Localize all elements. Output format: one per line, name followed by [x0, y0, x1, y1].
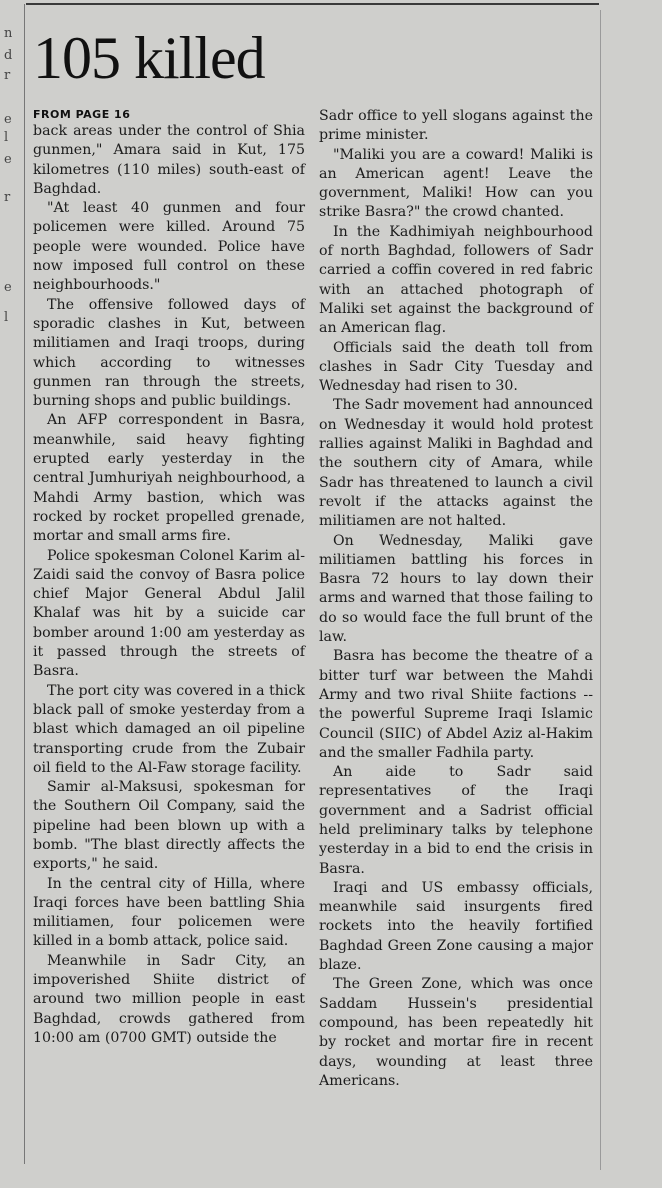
paragraph: On Wednesday, Maliki gave militiamen battling his forces in Basra 72 hours to lay down their arms and warned that those failing to do so would face the full brunt of the law. — [319, 532, 593, 646]
paragraph: An aide to Sadr said representatives of the Iraqi government and a Sadrist official held preliminary talks by telephone yesterday in a bid to end the crisis in Basra. — [319, 764, 593, 877]
paragraph: An AFP correspondent in Basra, meanwhile, said heavy fighting erupted early yesterday in the central Jumhuriyah neighbourhood, a Mahdi Army bastion, which was rocked by rocket propelled grenade, mortar and small arms fire. — [33, 412, 305, 545]
paragraph: Officials said the death toll from clashes in Sadr City Tuesday and Wednesday had risen to 30. — [319, 339, 593, 395]
paragraph: "Maliki you are a coward! Maliki is an American agent! Leave the government, Maliki! How can you strike Basra?" the crowd chanted. — [319, 146, 593, 221]
adjacent-column-fragments — [0, 0, 18, 500]
paragraph: "At least 40 gunmen and four policemen were killed. Around 75 people were wounded. Police have now imposed full control on these neighbourhoods." — [33, 200, 305, 294]
continuation-label: FROM PAGE 16 — [33, 108, 131, 121]
paragraph: The offensive followed days of sporadic clashes in Kut, between militiamen and Iraqi troops, during which according to witnesses gunmen ran through the streets, burning shops and public buildings. — [33, 296, 305, 410]
paragraph: The Green Zone, which was once Saddam Hussein's presidential compound, has been repeatedly hit by rocket and mortar fire in recent days, wounding at least three Americans. — [319, 976, 593, 1089]
paragraph: Meanwhile in Sadr City, an impoverished Shiite district of around two million people in east Baghdad, crowds gathered from 10:00 am (0700 GMT) outside the — [33, 952, 305, 1046]
paragraph: In the Kadhimiyah neighbourhood of north Baghdad, followers of Sadr carried a coffin covered in red fabric with an attached photograph of Maliki set against the background of an American flag. — [319, 223, 593, 337]
column-gutter-rule — [24, 4, 25, 1164]
paragraph: Iraqi and US embassy officials, meanwhile said insurgents fired rockets into the heavily fortified Baghdad Green Zone causing a major blaze. — [319, 879, 593, 974]
edge-fragment: l — [4, 310, 9, 325]
top-rule — [26, 3, 599, 5]
edge-fragment: e — [4, 280, 12, 295]
article-column-right — [319, 107, 593, 1091]
headline: 105 killed — [33, 25, 265, 91]
paragraph: The port city was covered in a thick black pall of smoke yesterday from a blast which damaged an oil pipeline transporting crude from the Zubair oil field to the Al-Faw storage facility. — [33, 682, 305, 776]
edge-fragment: r — [4, 190, 11, 205]
paragraph: back areas under the control of Shia gunmen," Amara said in Kut, 175 kilometres (110 miles) south-east of Baghdad. — [33, 123, 305, 197]
paragraph: The Sadr movement had announced on Wednesday it would hold protest rallies against Maliki in Baghdad and the southern city of Amara, while Sadr has threatened to launch a civil revolt if the attacks against the militiamen are not halted. — [319, 397, 593, 530]
edge-fragment: l — [4, 130, 9, 145]
edge-fragment: n — [4, 26, 13, 41]
edge-fragment: e — [4, 112, 12, 127]
edge-fragment: r — [4, 68, 11, 83]
paragraph: Basra has become the theatre of a bitter turf war between the Mahdi Army and two rival Shiite factions -- the powerful Supreme Iraqi Islamic Council (SIIC) of Abdel Aziz al-Hakim and the smaller Fadhila party. — [319, 648, 593, 761]
paragraph: In the central city of Hilla, where Iraqi forces have been battling Shia militiamen, four policemen were killed in a bomb attack, police said. — [33, 875, 305, 950]
paragraph: Sadr office to yell slogans against the prime minister. — [319, 108, 593, 144]
edge-fragment: e — [4, 152, 12, 167]
article-column-left — [33, 107, 305, 1048]
paragraph: Police spokesman Colonel Karim al-Zaidi said the convoy of Basra police chief Major General Abdul Jalil Khalaf was hit by a suicide car bomber around 1:00 am yesterday as it passed through the streets of Basra. — [33, 547, 305, 680]
right-column-rule — [600, 10, 601, 1170]
edge-fragment: d — [4, 48, 13, 63]
paragraph: Samir al-Maksusi, spokesman for the Southern Oil Company, said the pipeline had been blown up with a bomb. "The blast directly affects the exports," he said. — [33, 779, 305, 873]
